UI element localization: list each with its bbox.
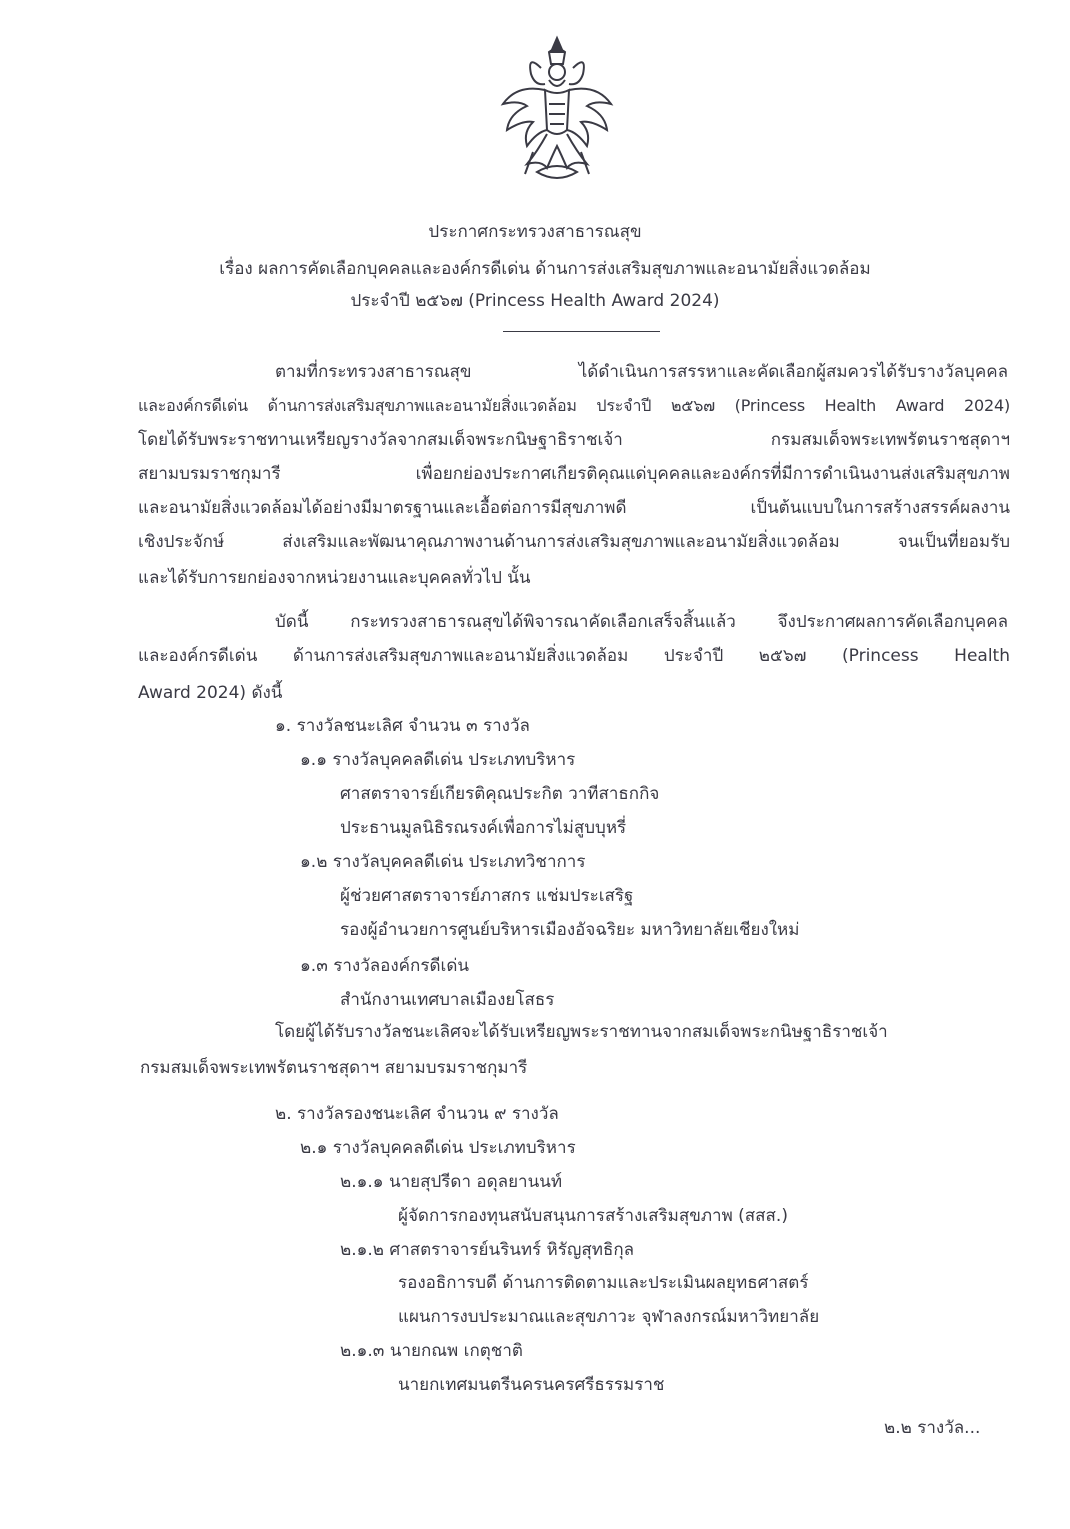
subject-line: เรื่อง ผลการคัดเลือกบุคคลและองค์กรดีเด่น ด้านการส่งเสริมสุขภาพและอนามัยสิ่งแวดล้อม xyxy=(219,259,871,279)
paragraph-2-line: และองค์กรดีเด่น ด้านการส่งเสริมสุขภาพและอนามัยสิ่งแวดล้อม ประจำปี ๒๕๖๗ (Princess Health xyxy=(138,646,1010,666)
paragraph-1-line: โดยได้รับพระราชทานเหรียญรางวัลจากสมเด็จพระกนิษฐาธิราชเจ้า กรมสมเด็จพระเทพรัตนราชสุดาฯ xyxy=(138,430,1010,450)
year-line: ประจำปี ๒๕๖๗ (Princess Health Award 2024) xyxy=(350,291,720,311)
paragraph-1-line: ตามที่กระทรวงสาธารณสุข ได้ดำเนินการสรรหาและคัดเลือกผู้สมควรได้รับรางวัลบุคคล xyxy=(275,362,1008,382)
issuer-title: ประกาศกระทรวงสาธารณสุข xyxy=(428,222,642,242)
award-2-1-1-label: ๒.๑.๑ นายสุปรีดา อดุลยานนท์ xyxy=(340,1172,563,1192)
paragraph-1-line: และอนามัยสิ่งแวดล้อมได้อย่างมีมาตรฐานและเอื้อต่อการมีสุขภาพดี เป็นต้นแบบในการสร้างสรรค์ผลงาน xyxy=(138,498,1010,518)
winner-note-line: โดยผู้ได้รับรางวัลชนะเลิศจะได้รับเหรียญพระราชทานจากสมเด็จพระกนิษฐาธิราชเจ้า xyxy=(275,1022,888,1042)
winner-note-line: กรมสมเด็จพระเทพรัตนราชสุดาฯ สยามบรมราชกุมารี xyxy=(140,1058,528,1078)
award-1-1-name: ศาสตราจารย์เกียรติคุณประกิต วาทีสาธกกิจ xyxy=(340,784,660,804)
award-2-1-2-position: แผนการงบประมาณและสุขภาวะ จุฬาลงกรณ์มหาวิทยาลัย xyxy=(398,1307,820,1327)
section-1-heading: ๑. รางวัลชนะเลิศ จำนวน ๓ รางวัล xyxy=(275,716,530,736)
award-1-3-name: สำนักงานเทศบาลเมืองยโสธร xyxy=(340,990,555,1010)
award-1-1-label: ๑.๑ รางวัลบุคคลดีเด่น ประเภทบริหาร xyxy=(300,750,576,770)
award-2-1-label: ๒.๑ รางวัลบุคคลดีเด่น ประเภทบริหาร xyxy=(300,1138,576,1158)
award-1-2-position: รองผู้อำนวยการศูนย์บริหารเมืองอัจฉริยะ มหาวิทยาลัยเชียงใหม่ xyxy=(340,920,800,940)
award-2-1-3-position: นายกเทศมนตรีนครนครศรีธรรมราช xyxy=(398,1375,665,1395)
award-1-3-label: ๑.๓ รางวัลองค์กรดีเด่น xyxy=(300,956,469,976)
title-divider xyxy=(503,331,660,332)
paragraph-2-line: บัดนี้ กระทรวงสาธารณสุขได้พิจารณาคัดเลือกเสร็จสิ้นแล้ว จึงประกาศผลการคัดเลือกบุคคล xyxy=(275,612,1008,632)
paragraph-1-line: และได้รับการยกย่องจากหน่วยงานและบุคคลทั่วไป นั้น xyxy=(138,568,531,588)
garuda-emblem-icon xyxy=(497,34,617,184)
award-2-1-3-label: ๒.๑.๓ นายกณพ เกตุชาติ xyxy=(340,1341,523,1361)
section-2-heading: ๒. รางวัลรองชนะเลิศ จำนวน ๙ รางวัล xyxy=(275,1104,559,1124)
paragraph-2-line: Award 2024) ดังนี้ xyxy=(138,683,283,703)
continuation-marker: ๒.๒ รางวัล... xyxy=(884,1418,981,1438)
award-1-1-position: ประธานมูลนิธิรณรงค์เพื่อการไม่สูบบุหรี่ xyxy=(340,818,627,838)
award-2-1-1-position: ผู้จัดการกองทุนสนับสนุนการสร้างเสริมสุขภาพ (สสส.) xyxy=(398,1206,788,1226)
paragraph-1-line: และองค์กรดีเด่น ด้านการส่งเสริมสุขภาพและอนามัยสิ่งแวดล้อม ประจำปี ๒๕๖๗ (Princess Health Award 2024) xyxy=(138,396,1010,415)
award-2-1-2-position: รองอธิการบดี ด้านการติดตามและประเมินผลยุทธศาสตร์ xyxy=(398,1273,809,1293)
paragraph-1-line: เชิงประจักษ์ ส่งเสริมและพัฒนาคุณภาพงานด้านการส่งเสริมสุขภาพและอนามัยสิ่งแวดล้อม จนเป็นที่ยอมรับ xyxy=(138,532,1010,552)
award-2-1-2-label: ๒.๑.๒ ศาสตราจารย์นรินทร์ หิรัญสุทธิกุล xyxy=(340,1240,635,1260)
paragraph-1-line: สยามบรมราชกุมารี เพื่อยกย่องประกาศเกียรติคุณแด่บุคคลและองค์กรที่มีการดำเนินงานส่งเสริมสุขภาพ xyxy=(138,464,1010,484)
award-1-2-label: ๑.๒ รางวัลบุคคลดีเด่น ประเภทวิชาการ xyxy=(300,852,586,872)
award-1-2-name: ผู้ช่วยศาสตราจารย์ภาสกร แช่มประเสริฐ xyxy=(340,886,634,906)
